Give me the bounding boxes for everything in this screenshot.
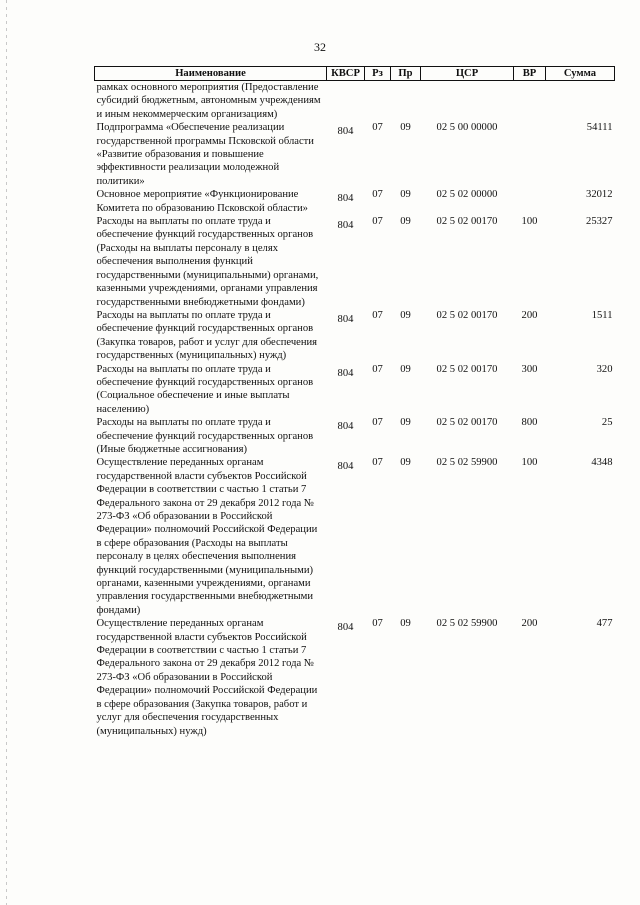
row-sum: 1511 <box>591 309 613 321</box>
table-row <box>95 121 615 188</box>
row-kvsr: 804 <box>337 313 354 325</box>
row-csr <box>421 81 514 122</box>
row-sum: 32012 <box>586 189 613 201</box>
budget-table <box>94 66 615 738</box>
row-sum: 54111 <box>586 122 613 134</box>
row-name: Основное мероприятие «Функционирование Комитета по образованию Псковской области» <box>96 189 308 214</box>
table-body <box>95 81 615 738</box>
row-name: Подпрограмма «Обеспечение реализации государственной программы Псковской области «Развитие образования и повышение эффективности реализации молодежной политики» <box>96 122 314 187</box>
scan-edge-mark <box>6 0 7 905</box>
row-kvsr: 804 <box>337 461 354 473</box>
header-vr: ВР <box>514 67 546 81</box>
row-pr: 09 <box>400 618 411 630</box>
page-number: 32 <box>314 40 326 54</box>
row-pr: 09 <box>400 122 411 134</box>
row-sum: 4348 <box>591 457 613 469</box>
row-name: Осуществление переданных органам государственной власти субъектов Российской Федерации в соответствии с частью 1 статьи 7 Федерального закона от 29 декабря 2012 года № 273-ФЗ «Об образовании в Российской Федерации» полномочий Российской Федерации в сфере образования (Закупка товаров, работ и услуг для обеспечения государственных (муниципальных) нужд) <box>96 618 318 737</box>
table-row <box>95 363 615 417</box>
row-csr: 02 5 02 00000 <box>436 189 498 201</box>
row-kvsr: 804 <box>337 622 354 634</box>
row-rz: 07 <box>372 216 383 228</box>
row-vr <box>514 121 546 188</box>
row-csr: 02 5 02 00170 <box>436 309 498 321</box>
row-csr: 02 5 02 00170 <box>436 216 498 228</box>
row-csr: 02 5 02 59900 <box>436 618 498 630</box>
table-row <box>95 81 615 122</box>
row-pr: 09 <box>400 189 411 201</box>
row-sum: 477 <box>596 618 613 630</box>
row-name: Расходы на выплаты по оплате труда и обеспечение функций государственных органов (Иные бюджетные ассигнования) <box>96 417 314 455</box>
row-csr: 02 5 02 00170 <box>436 417 498 429</box>
row-sum: 320 <box>596 363 613 375</box>
header-pr: Пр <box>391 67 421 81</box>
header-name: Наименование <box>95 67 327 81</box>
row-csr: 02 5 02 59900 <box>436 457 498 469</box>
table-row <box>95 309 615 363</box>
header-sum: Сумма <box>546 67 615 81</box>
row-vr: 200 <box>521 618 538 630</box>
row-pr <box>391 81 421 122</box>
header-kvsr: КВСР <box>327 67 365 81</box>
row-csr: 02 5 00 00000 <box>436 122 498 134</box>
table-row <box>95 188 615 215</box>
table-row <box>95 617 615 738</box>
row-name: Расходы на выплаты по оплате труда и обеспечение функций государственных органов (Закупка товаров, работ и услуг для обеспечения государственных (муниципальных) нужд) <box>96 309 318 362</box>
row-kvsr: 804 <box>337 220 354 232</box>
table-row <box>95 416 615 456</box>
row-rz: 07 <box>372 189 383 201</box>
row-vr: 800 <box>521 417 538 429</box>
row-csr: 02 5 02 00170 <box>436 363 498 375</box>
row-rz: 07 <box>372 122 383 134</box>
row-vr <box>514 81 546 122</box>
row-kvsr: 804 <box>337 126 354 138</box>
row-pr: 09 <box>400 417 411 429</box>
row-name: Осуществление переданных органам государственной власти субъектов Российской Федерации в соответствии с частью 1 статьи 7 Федерального закона от 29 декабря 2012 года № 273-ФЗ «Об образовании в Российской Федерации» полномочий Российской Федерации в сфере образования (Расходы на выплаты персоналу в целях обеспечения выполнения функций государственными (муниципальными) органами, казенными учреждениями, органами управления государственными внебюджетными фондами) <box>96 457 318 616</box>
row-rz: 07 <box>372 309 383 321</box>
row-name: Расходы на выплаты по оплате труда и обеспечение функций государственных органов (Социальное обеспечение и иные выплаты населению) <box>96 363 314 415</box>
row-rz: 07 <box>372 618 383 630</box>
row-vr <box>514 188 546 215</box>
row-sum: 25 <box>601 417 613 429</box>
row-sum: 25327 <box>586 216 613 228</box>
row-kvsr: 804 <box>337 367 354 379</box>
row-name: рамках основного мероприятия (Предоставление субсидий бюджетным, автономным учреждениям и иным некоммерческим организациям) <box>96 82 321 120</box>
table-row <box>95 215 615 309</box>
row-pr: 09 <box>400 216 411 228</box>
row-rz: 07 <box>372 457 383 469</box>
row-kvsr: 804 <box>337 193 354 205</box>
row-rz: 07 <box>372 417 383 429</box>
table-header <box>95 67 615 81</box>
row-rz <box>365 81 391 122</box>
row-pr: 09 <box>400 457 411 469</box>
header-csr: ЦСР <box>421 67 514 81</box>
row-pr: 09 <box>400 309 411 321</box>
row-vr: 100 <box>521 216 538 228</box>
row-vr: 300 <box>521 363 538 375</box>
row-vr: 200 <box>521 309 538 321</box>
row-kvsr <box>327 81 365 122</box>
table-row <box>95 456 615 617</box>
row-kvsr: 804 <box>337 421 354 433</box>
row-rz: 07 <box>372 363 383 375</box>
header-rz: Рз <box>365 67 391 81</box>
row-name: Расходы на выплаты по оплате труда и обеспечение функций государственных органов (Расходы на выплаты персоналу в целях обеспечения выполнения функций государственными (муниципальными) органами, казенными учреждениями, органами управления государственными внебюджетными фондами) <box>96 216 319 308</box>
row-vr: 100 <box>521 457 538 469</box>
row-pr: 09 <box>400 363 411 375</box>
row-sum <box>546 81 615 122</box>
